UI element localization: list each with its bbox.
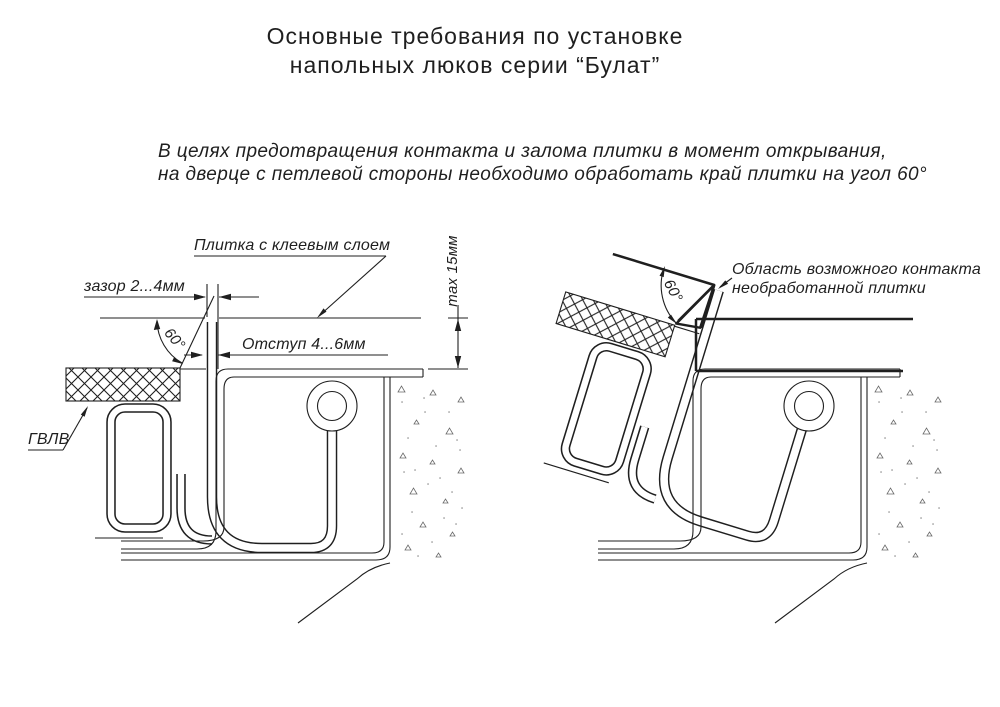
leader-line [319, 256, 386, 316]
label-max-height: max 15мм [444, 235, 461, 307]
label-angle-right: 60° [659, 276, 686, 306]
note-line1: В целях предотвращения контакта и залома плитки в момент открывания, [158, 141, 887, 162]
note-line2: на дверце с петлевой стороны необходимо обработать край плитки на угол 60° [158, 164, 927, 185]
label-gvl-board: ГВЛВ [28, 431, 70, 448]
label-tile-adhesive: Плитка с клеевым слоем [194, 237, 391, 254]
label-contact-line1: Область возможного контакта [732, 261, 981, 278]
label-gap: зазор 2...4мм [84, 278, 185, 295]
title-line1: Основные требования по установке [266, 23, 684, 49]
left-section-view [28, 235, 468, 623]
right-section-view [513, 244, 981, 623]
title-line2: напольных люков серии “Булат” [289, 52, 661, 78]
label-angle-left: 60° [160, 324, 189, 354]
label-offset: Отступ 4...6мм [242, 336, 366, 353]
label-contact-line2: необработанной плитки [732, 280, 926, 297]
